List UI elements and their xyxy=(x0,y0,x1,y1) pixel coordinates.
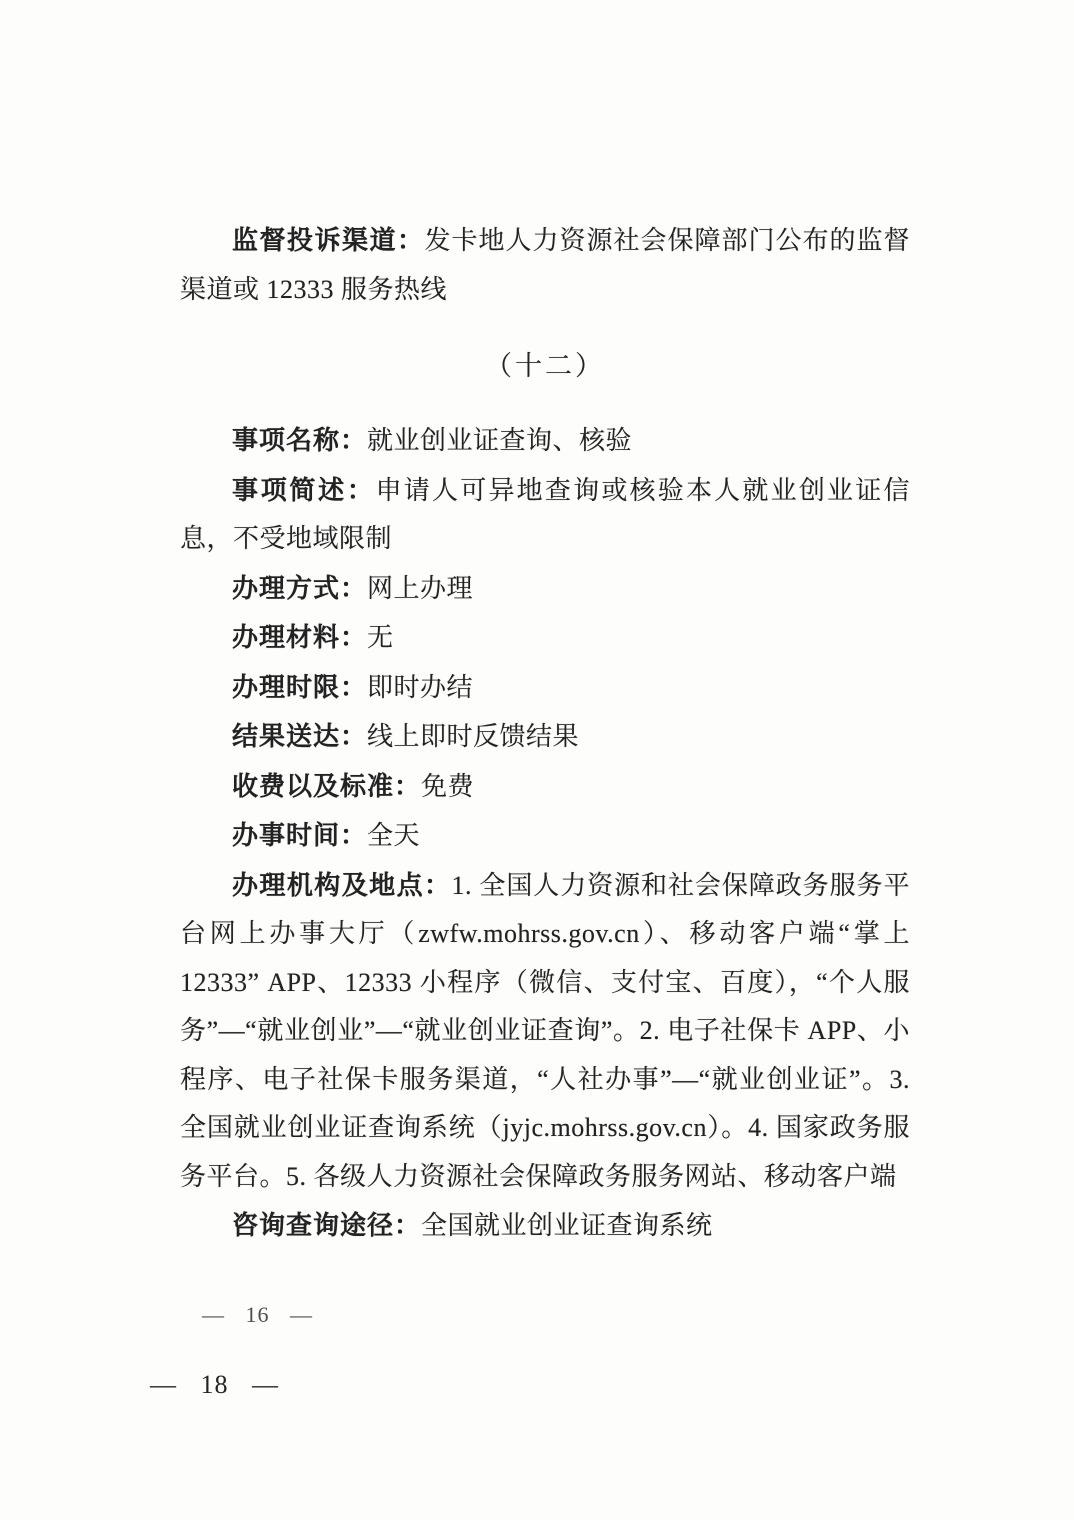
field-value: 就业创业证查询、核验 xyxy=(367,426,633,455)
paragraph xyxy=(180,613,910,663)
paragraph xyxy=(180,216,910,314)
field-label: 办理方式： xyxy=(232,572,368,603)
scanned-page-number: — 16 — xyxy=(202,1302,313,1327)
paragraph xyxy=(180,861,910,1202)
paragraph xyxy=(180,564,910,614)
paragraph xyxy=(180,1201,910,1251)
document-body xyxy=(180,216,910,1251)
field-label: 监督投诉渠道： xyxy=(232,225,425,255)
paragraph xyxy=(180,712,910,762)
field-value: 网上办理 xyxy=(367,573,474,603)
field-label: 收费以及标准： xyxy=(232,770,422,801)
field-label: 办理机构及地点： xyxy=(232,869,452,900)
paragraph xyxy=(180,466,910,564)
field-value: 发卡地人力资源社会保障部门公布的监督渠道或 12333 服务热线 xyxy=(180,226,910,304)
field-value: 1. 全国人力资源和社会保障政务服务平台网上办事大厅（zwfw.mohrss.gov.cn）、移动客户端“掌上 12333” APP、12333 小程序（微信、支付宝、百度），“个人服务”—“就业创业”—“就业创业证查询”。2. 电子社保卡 APP、小程序、电子社保卡服务渠道，“人社办事”—“就业创业证”。3. 全国就业创业证查询系统（jyjc.mohrss.gov.cn）。4. 国家政务服务平台。5. 各级人力资源社会保障政务服务网站、移动客户端 xyxy=(180,870,910,1191)
field-label: 结果送达： xyxy=(232,721,368,751)
field-label: 办理时限： xyxy=(232,671,368,702)
field-value: 线上即时反馈结果 xyxy=(367,722,580,751)
page-number: — 18 — xyxy=(150,1370,279,1399)
field-value: 全天 xyxy=(367,821,421,850)
field-value: 即时办结 xyxy=(367,672,474,702)
field-label: 办理材料： xyxy=(232,622,368,652)
paragraph xyxy=(180,663,910,713)
paragraph xyxy=(180,416,910,466)
field-value: 免费 xyxy=(421,771,475,801)
field-label: 办事时间： xyxy=(232,820,368,850)
field-value: 全国就业创业证查询系统 xyxy=(421,1211,713,1240)
field-value: 申请人可异地查询或核验本人就业创业证信息，不受地域限制 xyxy=(180,475,910,553)
field-label: 咨询查询途径： xyxy=(232,1210,422,1240)
field-label: 事项名称： xyxy=(232,425,368,455)
field-value: 无 xyxy=(367,623,394,652)
paragraph xyxy=(180,762,910,812)
field-label: 事项简述： xyxy=(232,474,376,505)
paragraph xyxy=(180,811,910,861)
section-heading: （十二） xyxy=(485,351,605,381)
